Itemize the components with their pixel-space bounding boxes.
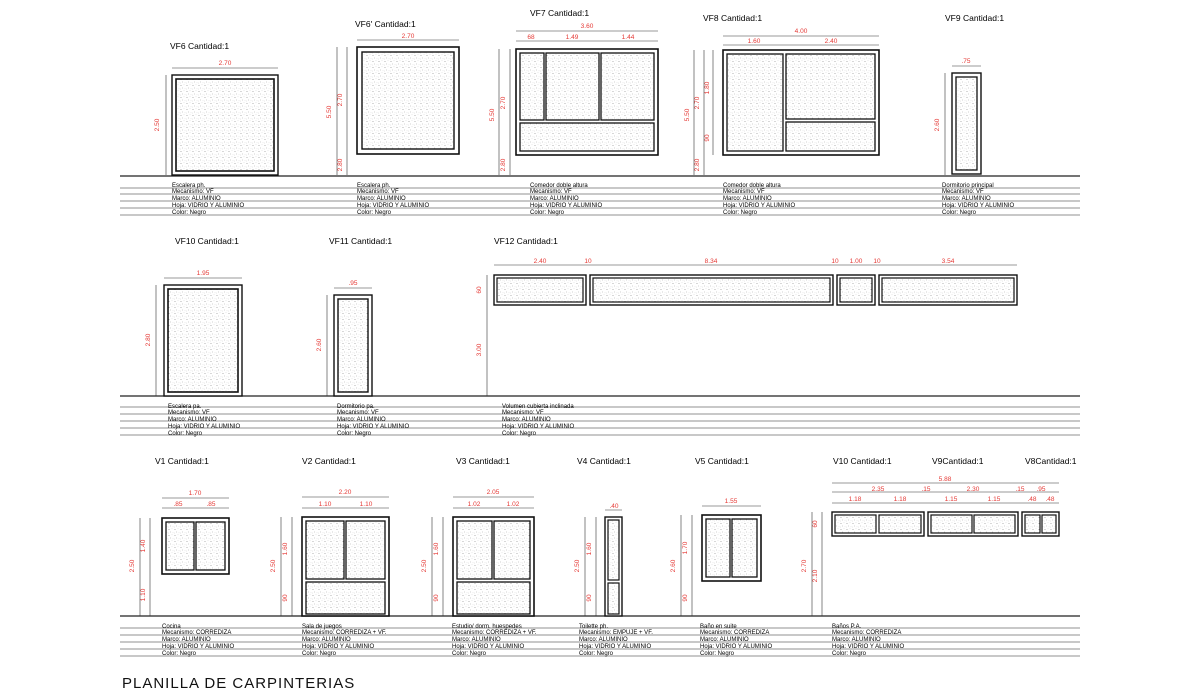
v1-spec-leaf: Hoja: VIDRIO Y ALUMINIO	[162, 644, 235, 650]
v8-pane1-dim: .48	[1027, 496, 1037, 503]
vf12-gap2-dim: 10	[831, 258, 839, 265]
window-vf7	[489, 8, 658, 216]
vf7-spec-frame: Marco: ALUMINIO	[530, 196, 579, 202]
window-vf9	[934, 13, 1014, 216]
vf8-height-dim: 2.70	[694, 96, 701, 110]
v8-title: V8Cantidad:1	[1025, 456, 1077, 466]
window-v3	[421, 456, 537, 657]
vf6b-spec-room: Escalera ph.	[357, 183, 391, 189]
vf12-spec-frame: Marco: ALUMINIO	[502, 417, 551, 423]
vf12-seg3-dim: 1.00	[849, 258, 863, 265]
vf10-title: VF10 Cantidad:1	[175, 236, 239, 246]
v2-spec-leaf: Hoja: VIDRIO Y ALUMINIO	[302, 644, 375, 650]
vf8-total-height-dim: 5.50	[684, 108, 691, 122]
v5-spec-mechanism: Mecanismo: CORREDIZA	[700, 630, 770, 636]
vf9-spec-color: Color: Negro	[942, 210, 977, 216]
vf7-height-dim: 2.70	[500, 96, 507, 110]
v10-sill-dim: 2.10	[812, 569, 819, 583]
vf6b-width-dim: 2.70	[401, 33, 415, 40]
v3-spec-leaf: Hoja: VIDRIO Y ALUMINIO	[452, 644, 525, 650]
v1-spec-room: Cocina	[162, 624, 181, 630]
v10-spec-room: Baños P.A.	[832, 624, 862, 630]
v2-pane2-dim: 1.10	[359, 501, 373, 508]
vf6b-title: VF6' Cantidad:1	[355, 19, 416, 29]
vf9-width-dim: .75	[961, 58, 971, 65]
v4-spec-frame: Marco: ALUMINIO	[579, 637, 628, 643]
vf11-width-dim: .95	[348, 280, 358, 287]
v2-upper-dim: 1.60	[282, 542, 289, 556]
v10-pane1-dim: 1.18	[848, 496, 862, 503]
vf8-title: VF8 Cantidad:1	[703, 13, 763, 23]
window-vf8	[684, 13, 879, 216]
window-vf6b	[326, 19, 459, 216]
v3-upper-dim: 1.60	[433, 542, 440, 556]
vf11-spec-color: Color: Negro	[337, 431, 372, 437]
v9-title: V9Cantidad:1	[932, 456, 984, 466]
vf8-width-dim: 4.00	[794, 28, 808, 35]
vf6b-spec-frame: Marco: ALUMINIO	[357, 196, 406, 202]
v10-title: V10 Cantidad:1	[833, 456, 892, 466]
v3-width-dim: 2.05	[486, 489, 500, 496]
vf10-spec-frame: Marco: ALUMINIO	[168, 417, 217, 423]
v8-pane2-dim: .48	[1045, 496, 1055, 503]
vf6b-spec-leaf: Hoja: VIDRIO Y ALUMINIO	[357, 203, 430, 209]
v4-spec-room: Toilette ph.	[579, 624, 609, 630]
v1-total-height-dim: 2.50	[129, 559, 136, 573]
v2-spec-mechanism: Mecanismo: CORREDIZA + VF.	[302, 630, 387, 636]
vf10-spec-color: Color: Negro	[168, 431, 203, 437]
vf12-gap1-dim: 10	[584, 258, 592, 265]
window-v4	[574, 456, 653, 657]
vf7-spec-leaf: Hoja: VIDRIO Y ALUMINIO	[530, 203, 603, 209]
v10-spec-frame: Marco: ALUMINIO	[832, 637, 881, 643]
v10-width-dim: 2.35	[871, 486, 885, 493]
vf7-sill-dim: 2.80	[500, 158, 507, 172]
v3-spec-mechanism: Mecanismo: CORREDIZA + VF.	[452, 630, 537, 636]
v2-spec-frame: Marco: ALUMINIO	[302, 637, 351, 643]
vf9-spec-mechanism: Mecanismo: VF	[942, 189, 984, 195]
v1-spec-color: Color: Negro	[162, 651, 197, 657]
v5-height-dim: 1.70	[682, 541, 689, 555]
v1-spec-mechanism: Mecanismo: CORREDIZA	[162, 630, 232, 636]
v4-spec-mechanism: Mecanismo: EMPUJE + VF.	[579, 630, 653, 636]
row-1-schedule-lines	[120, 176, 1080, 215]
vf8-pane2-dim: 2.40	[824, 38, 838, 45]
window-v1	[129, 456, 234, 657]
v3-pane2-dim: 1.02	[506, 501, 520, 508]
row-2-schedule-lines	[120, 396, 1080, 435]
vf6-spec-color: Color: Negro	[172, 210, 207, 216]
vf10-spec-mechanism: Mecanismo: VF	[168, 410, 210, 416]
vf6-spec-leaf: Hoja: VIDRIO Y ALUMINIO	[172, 203, 245, 209]
v4-spec-color: Color: Negro	[579, 651, 614, 657]
row-3-schedule-lines	[120, 616, 1080, 656]
vf9-spec-room: Dormitorio principal	[942, 183, 994, 189]
v4-width-dim: .40	[609, 503, 619, 510]
vf8-spec-frame: Marco: ALUMINIO	[723, 196, 772, 202]
v1-height-dim: 1.40	[140, 539, 147, 553]
vf6-width-dim: 2.70	[218, 60, 232, 67]
v10-pane2-dim: 1.18	[893, 496, 907, 503]
v10-spec-leaf: Hoja: VIDRIO Y ALUMINIO	[832, 644, 905, 650]
vf6b-height-dim: 2.70	[337, 93, 344, 107]
vf7-spec-room: Comedor doble altura	[530, 183, 588, 189]
v2-spec-room: Sala de juegos	[302, 624, 342, 630]
v1-pane1-dim: .85	[173, 501, 183, 508]
v2-lower-dim: 90	[282, 594, 289, 602]
v5-spec-room: Baño en suite	[700, 624, 737, 630]
vf6b-spec-color: Color: Negro	[357, 210, 392, 216]
vf6-height-dim: 2.50	[154, 118, 161, 132]
v9-pane2-dim: 1.15	[987, 496, 1001, 503]
vf7-spec-color: Color: Negro	[530, 210, 565, 216]
vf12-spec-room: Volumen cubierta inclinada	[502, 404, 574, 410]
v5-spec-color: Color: Negro	[700, 651, 735, 657]
v4-total-height-dim: 2.50	[574, 559, 581, 573]
v1-sill-dim: 1.10	[140, 588, 147, 602]
vf10-spec-leaf: Hoja: VIDRIO Y ALUMINIO	[168, 424, 241, 430]
vf10-spec-room: Escalera pa.	[168, 404, 202, 410]
vf11-spec-leaf: Hoja: VIDRIO Y ALUMINIO	[337, 424, 410, 430]
vf6-spec-mechanism: Mecanismo: VF	[172, 189, 214, 195]
v4-upper-dim: 1.60	[586, 542, 593, 556]
vf7-pane1-dim: 68	[527, 34, 535, 41]
vf9-title: VF9 Cantidad:1	[945, 13, 1005, 23]
vf8-pane1-dim: 1.60	[747, 38, 761, 45]
vf8-lower-dim: 90	[704, 134, 711, 142]
vf7-pane3-dim: 1.44	[621, 34, 635, 41]
v3-title: V3 Cantidad:1	[456, 456, 510, 466]
vf11-spec-room: Dormitorio pa.	[337, 404, 375, 410]
window-v10-v9-v8	[801, 456, 1077, 657]
vf9-spec-leaf: Hoja: VIDRIO Y ALUMINIO	[942, 203, 1015, 209]
v2-width-dim: 2.20	[338, 489, 352, 496]
vf11-spec-mechanism: Mecanismo: VF	[337, 410, 379, 416]
v5-title: V5 Cantidad:1	[695, 456, 749, 466]
vf12-spec-leaf: Hoja: VIDRIO Y ALUMINIO	[502, 424, 575, 430]
vf10-height-dim: 2.80	[145, 333, 152, 347]
vf7-spec-mechanism: Mecanismo: VF	[530, 189, 572, 195]
v9-width-dim: 2.30	[966, 486, 980, 493]
v10-height-dim: 60	[812, 520, 819, 528]
v5-sill-dim: 90	[682, 594, 689, 602]
window-v2	[270, 456, 389, 657]
v5-total-height-dim: 2.60	[670, 559, 677, 573]
vf9-spec-frame: Marco: ALUMINIO	[942, 196, 991, 202]
vf12-gap3-dim: 10	[873, 258, 881, 265]
vf11-spec-frame: Marco: ALUMINIO	[337, 417, 386, 423]
vf8-sill-dim: 2.80	[694, 158, 701, 172]
v2-title: V2 Cantidad:1	[302, 456, 356, 466]
v1-spec-frame: Marco: ALUMINIO	[162, 637, 211, 643]
vf7-title: VF7 Cantidad:1	[530, 8, 590, 18]
v3-spec-color: Color: Negro	[452, 651, 487, 657]
v3-spec-room: Estudio/ dorm. huespedes	[452, 624, 522, 630]
v10-spec-color: Color: Negro	[832, 651, 867, 657]
vf8-spec-room: Comedor doble altura	[723, 183, 781, 189]
vf12-spec-color: Color: Negro	[502, 431, 537, 437]
vf9-height-dim: 2.60	[934, 118, 941, 132]
v5-spec-leaf: Hoja: VIDRIO Y ALUMINIO	[700, 644, 773, 650]
vf7-total-height-dim: 5.50	[489, 108, 496, 122]
v10-spec-mechanism: Mecanismo: CORREDIZA	[832, 630, 902, 636]
vf8-spec-leaf: Hoja: VIDRIO Y ALUMINIO	[723, 203, 796, 209]
v3-total-height-dim: 2.50	[421, 559, 428, 573]
vf6b-spec-mechanism: Mecanismo: VF	[357, 189, 399, 195]
v8-width-dim: .95	[1036, 486, 1046, 493]
v4-spec-leaf: Hoja: VIDRIO Y ALUMINIO	[579, 644, 652, 650]
window-vf6	[154, 41, 278, 216]
v10-gap-dim: .15	[921, 486, 931, 493]
vf12-height-dim: 60	[476, 286, 483, 294]
vf10-width-dim: 1.95	[196, 270, 210, 277]
sheet-title: PLANILLA DE CARPINTERIAS	[122, 675, 356, 692]
v1-pane2-dim: .85	[206, 501, 216, 508]
vf12-seg1-dim: 2.40	[533, 258, 547, 265]
v10-total-height-dim: 2.70	[801, 559, 808, 573]
vf11-title: VF11 Cantidad:1	[329, 236, 393, 246]
v3-pane1-dim: 1.02	[467, 501, 481, 508]
vf12-sill-dim: 3.00	[476, 343, 483, 357]
vf8-upper-dim: 1.80	[704, 81, 711, 95]
vf6b-sill-dim: 2.80	[337, 158, 344, 172]
vf11-height-dim: 2.60	[316, 338, 323, 352]
v1-width-dim: 1.70	[188, 490, 202, 497]
vf6b-total-height-dim: 5.50	[326, 105, 333, 119]
vf6-spec-room: Escalera ph.	[172, 183, 206, 189]
v3-spec-frame: Marco: ALUMINIO	[452, 637, 501, 643]
v2-pane1-dim: 1.10	[318, 501, 332, 508]
vf12-title: VF12 Cantidad:1	[494, 236, 558, 246]
vf12-spec-mechanism: Mecanismo: VF	[502, 410, 544, 416]
vf6-title: VF6 Cantidad:1	[170, 41, 230, 51]
vf6-spec-frame: Marco: ALUMINIO	[172, 196, 221, 202]
vf12-seg2-dim: 8.34	[704, 258, 718, 265]
vf12-seg4-dim: 3.54	[941, 258, 955, 265]
v5-width-dim: 1.55	[724, 498, 738, 505]
vf7-width-dim: 3.60	[580, 23, 594, 30]
v5-spec-frame: Marco: ALUMINIO	[700, 637, 749, 643]
v1-title: V1 Cantidad:1	[155, 456, 209, 466]
vf7-pane2-dim: 1.49	[565, 34, 579, 41]
v3-lower-dim: 90	[433, 594, 440, 602]
vf8-spec-mechanism: Mecanismo: VF	[723, 189, 765, 195]
v2-spec-color: Color: Negro	[302, 651, 337, 657]
v4-title: V4 Cantidad:1	[577, 456, 631, 466]
v9-gap-dim: .15	[1015, 486, 1025, 493]
vf8-spec-color: Color: Negro	[723, 210, 758, 216]
v10-group-total-dim: 5.88	[938, 476, 952, 483]
v2-total-height-dim: 2.50	[270, 559, 277, 573]
v9-pane1-dim: 1.15	[944, 496, 958, 503]
v4-lower-dim: 90	[586, 594, 593, 602]
window-v5	[670, 456, 772, 657]
